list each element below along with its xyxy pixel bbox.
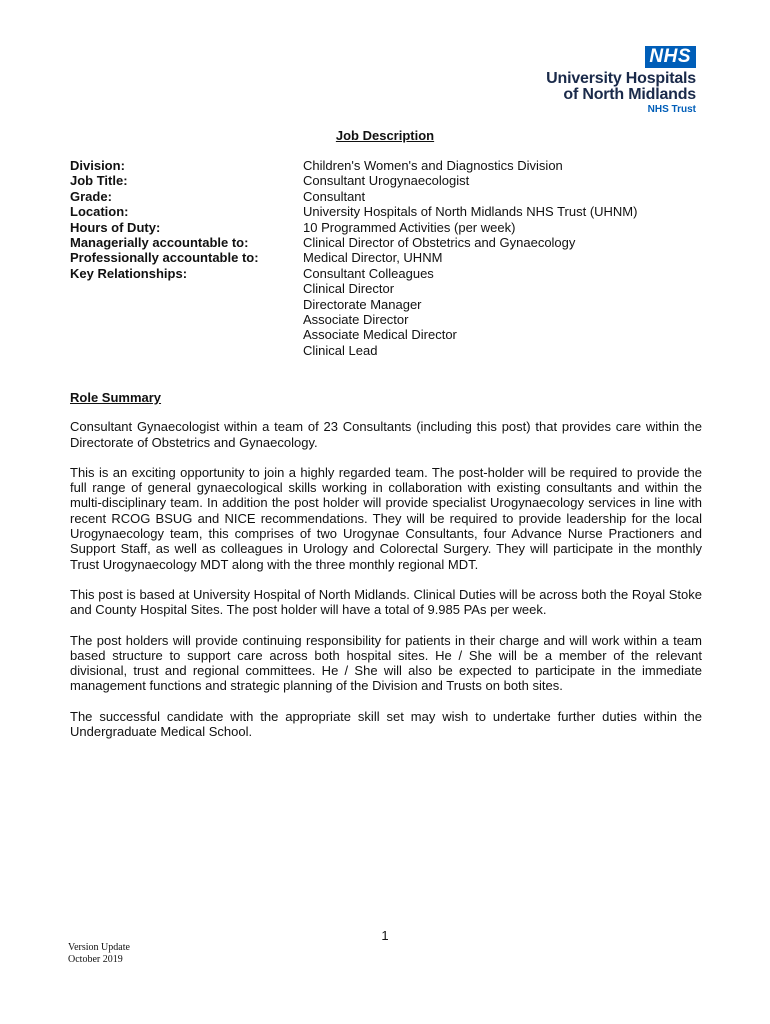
- org-name-line2: of North Midlands: [563, 86, 696, 103]
- org-trust: NHS Trust: [647, 104, 696, 115]
- detail-label: Managerially accountable to:: [70, 235, 249, 251]
- detail-value: Medical Director, UHNM: [303, 250, 443, 266]
- detail-row-grade: [70, 189, 710, 204]
- paragraph: Consultant Gynaecologist within a team of 23 Consultants (including this post) that provides care within the Directorate of Obstetrics and Gynaecology.: [70, 419, 702, 450]
- detail-label: Job Title:: [70, 173, 128, 189]
- detail-value: 10 Programmed Activities (per week): [303, 219, 516, 235]
- detail-row-division: [70, 158, 710, 173]
- list-item: Directorate Manager: [303, 296, 422, 312]
- detail-label: Hours of Duty:: [70, 219, 161, 235]
- detail-value: Children's Women's and Diagnostics Division: [303, 158, 563, 173]
- list-item: Associate Director: [303, 312, 409, 328]
- detail-row-managerially-accountable: [70, 235, 710, 250]
- detail-label: Key Relationships:: [70, 265, 188, 281]
- job-details: [70, 158, 710, 358]
- footer-date: October 2019: [68, 954, 123, 965]
- detail-value: Clinical Director of Obstetrics and Gynaecology: [303, 235, 576, 251]
- footer: [68, 942, 130, 966]
- key-relationships-list: [303, 266, 710, 358]
- page-number: 1: [381, 928, 389, 943]
- paragraph: The successful candidate with the appropriate skill set may wish to undertake further duties within the Undergraduate Medical School.: [70, 708, 702, 740]
- detail-row-key-relationships: [70, 266, 710, 358]
- section-heading: Role Summary: [70, 390, 162, 405]
- detail-row-hours: [70, 220, 710, 235]
- list-item: Clinical Lead: [303, 342, 378, 358]
- footer-version: Version Update: [68, 942, 130, 953]
- detail-row-professionally-accountable: [70, 250, 710, 265]
- detail-label: Grade:: [70, 188, 112, 204]
- detail-label: Professionally accountable to:: [70, 250, 259, 266]
- paragraph: This is an exciting opportunity to join a highly regarded team. The post-holder will be required to provide the full range of general gynaecological skills working in collaboration with existing consultants and within the multi-disciplinary team. In addition the post holder will provide specialist Urogynaecology services in line with recent RCOG BSUG and NICE recommendations. They will be required to provide leadership for the local Urogynaecology team, this comprises of two Urogynae Consultants, four Advance Nurse Practioners and Support Staff, as well as colleagues in Urology and Colorectal Surgery. They will participate in the monthly Trust Urogynaecology MDT along with the three monthly regional MDT.: [70, 464, 702, 572]
- list-item: Clinical Director: [303, 281, 395, 297]
- nhs-badge: NHS: [645, 46, 696, 68]
- org-name-line1: University Hospitals: [546, 70, 696, 87]
- list-item: Associate Medical Director: [303, 327, 457, 343]
- paragraph: The post holders will provide continuing responsibility for patients in their charge and will work within a team based structure to support care across both hospital sites. He / She will be a member of the relevant divisional, trust and regional committees. He / She will also be expected to participate in the immediate management functions and strategic planning of the Division and Trusts on both sites.: [70, 632, 702, 694]
- detail-value: Consultant Urogynaecologist: [303, 173, 470, 189]
- detail-value: Consultant: [303, 188, 366, 204]
- detail-row-job-title: [70, 173, 710, 188]
- list-item: Consultant Colleagues: [303, 265, 434, 281]
- detail-label: Division:: [70, 158, 125, 173]
- paragraph: This post is based at University Hospital of North Midlands. Clinical Duties will be across both the Royal Stoke and County Hospital Sites. The post holder will have a total of 9.985 PAs per week.: [70, 586, 702, 618]
- role-summary-section: [70, 390, 702, 754]
- detail-value: University Hospitals of North Midlands NHS Trust (UHNM): [303, 204, 638, 220]
- detail-row-location: [70, 204, 710, 219]
- page-title: Job Description: [335, 128, 435, 143]
- nhs-logo: [526, 46, 696, 116]
- detail-label: Location:: [70, 204, 129, 220]
